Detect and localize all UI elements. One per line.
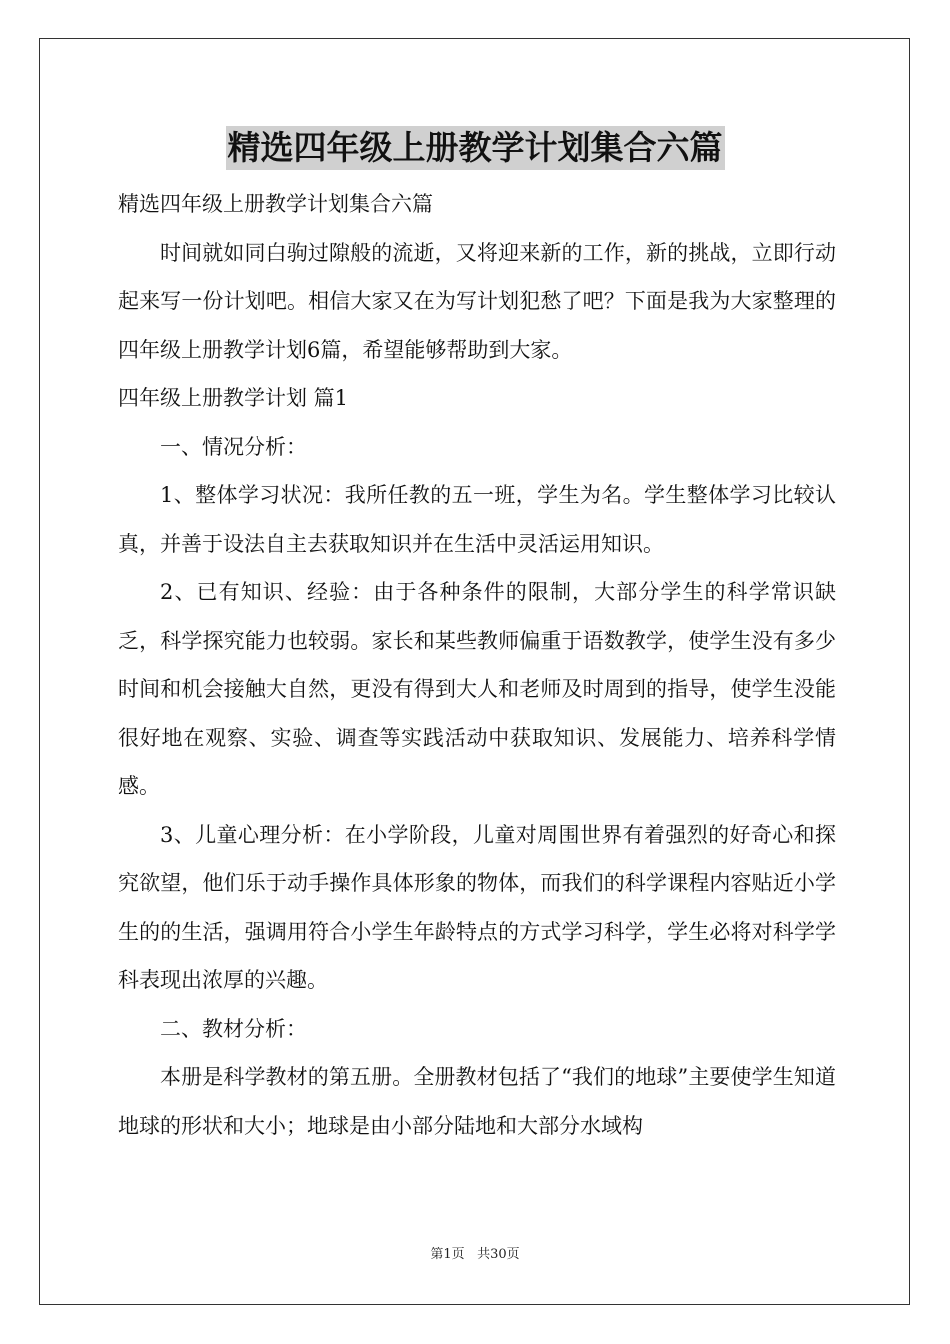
page-footer <box>0 1245 950 1265</box>
paragraph-knowledge-experience: 2、已有知识、经验：由于各种条件的限制，大部分学生的科学常识缺乏，科学探究能力也较弱。家长和某些教师偏重于语数教学，使学生没有多少时间和机会接触大自然，更没有得到大人和老师及时周到的指导，使学生没能很好地在观察、实验、调查等实践活动中获取知识、发展能力、培养科学情感。 <box>118 580 836 798</box>
page-number: 第1页 <box>430 1247 465 1262</box>
title-container <box>0 126 950 170</box>
heading-textbook-analysis: 二、教材分析： <box>160 1016 307 1041</box>
paragraph-textbook: 本册是科学教材的第五册。全册教材包括了“我们的地球”主要使学生知道地球的形状和大小；地球是由小部分陆地和大部分水域构 <box>118 1065 836 1138</box>
heading-situation-analysis: 一、情况分析： <box>160 434 307 459</box>
document-body <box>118 180 836 1150</box>
paragraph-subtitle: 精选四年级上册教学计划集合六篇 <box>118 192 433 216</box>
page-total: 共30页 <box>477 1247 520 1262</box>
paragraph-learning-status: 1、整体学习状况：我所任教的五一班，学生为名。学生整体学习比较认真，并善于设法自主去获取知识并在生活中灵活运用知识。 <box>118 483 836 556</box>
section-heading: 四年级上册教学计划 篇1 <box>118 386 349 410</box>
paragraph-intro: 时间就如同白驹过隙般的流逝，又将迎来新的工作，新的挑战，立即行动起来写一份计划吧。相信大家又在为写计划犯愁了吧？下面是我为大家整理的四年级上册教学计划6篇，希望能够帮助到大家。 <box>118 240 836 362</box>
document-title: 精选四年级上册教学计划集合六篇 <box>226 126 725 170</box>
paragraph-child-psychology: 3、儿童心理分析：在小学阶段，儿童对周围世界有着强烈的好奇心和探究欲望，他们乐于动手操作具体形象的物体，而我们的科学课程内容贴近小学生的的生活，强调用符合小学生年龄特点的方式学习科学，学生必将对科学学科表现出浓厚的兴趣。 <box>118 822 836 992</box>
